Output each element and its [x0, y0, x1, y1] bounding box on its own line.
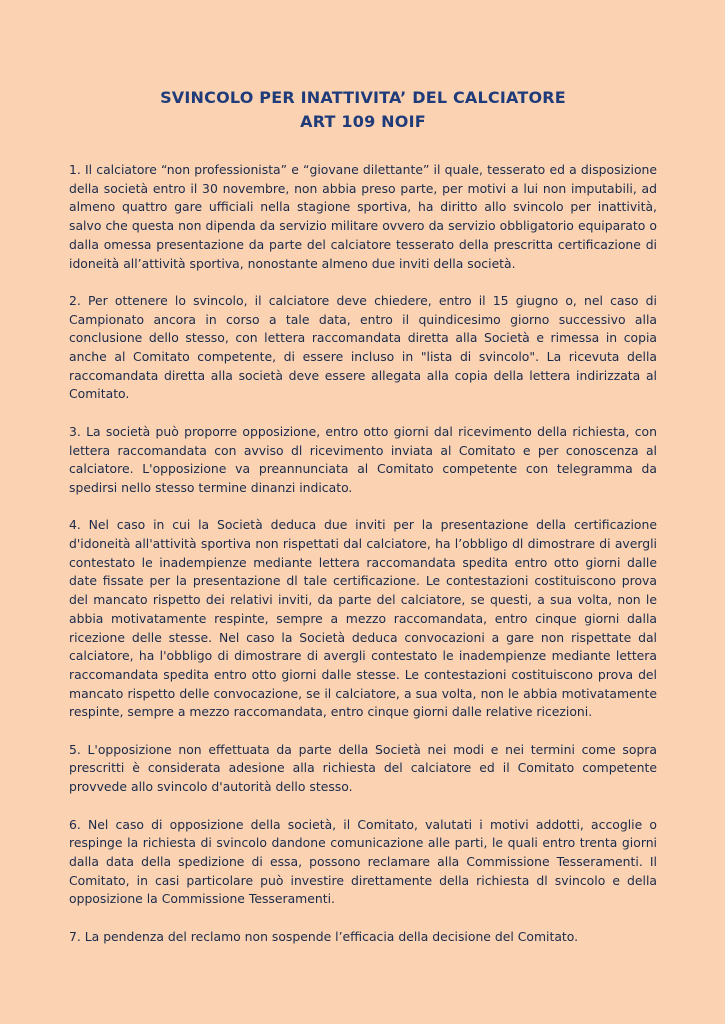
- title-line-2: ART 109 NOIF: [300, 112, 426, 131]
- paragraph-5: 5. L'opposizione non effettuata da parte della Società nei modi e nei termini come sopra prescritti è considerata adesione alla richiesta del calciatore ed il Comitato competente provvede allo svincolo d'autorità dello stesso.: [69, 741, 657, 795]
- paragraph-7: 7. La pendenza del reclamo non sospende l’efficacia della decisione del Comitato.: [69, 928, 579, 944]
- paragraph-4: 4. Nel caso in cui la Società deduca due inviti per la presentazione della certificazione d'idoneità all'attività sportiva non rispettati dal calciatore, ha l’obbligo dl dimostrare di avergli contestato le inadempienze mediante lettera raccomandata spedita entro otto giorni dalle date fissate per la presentazione dl tale certificazione. Le contestazioni costituiscono prova del mancato rispetto dei relativi inviti, da parte del calciatore, se questi, a sua volta, non le abbia motivatamente respinte, sempre a mezzo raccomandata, entro cinque giorni dalla ricezione delle stesse. Nel caso la Società deduca convocazioni a gare non rispettate dal calciatore, ha l'obbligo di dimostrare di avergli contestato le inadempienze mediante lettera raccomandata spedita entro otto giorni dalle stesse. Le contestazioni costituiscono prova del mancato rispetto delle convocazione, se il calciatore, a sua volta, non le abbia motivatamente respinte, sempre a mezzo raccomandata, entro cinque giorni dalle relative ricezioni.: [69, 517, 657, 720]
- title-line-1: SVINCOLO PER INATTIVITA’ DEL CALCIATORE: [160, 88, 566, 107]
- paragraph-2: 2. Per ottenere lo svincolo, il calciatore deve chiedere, entro il 15 giugno o, nel caso di Campionato ancora in corso a tale data, entro il quindicesimo giorno successivo alla conclusione dello stesso, con lettera raccomandata diretta alla Società e rimessa in copia anche al Comitato competente, di essere incluso in "lista di svincolo". La ricevuta della raccomandata diretta alla società deve essere allegata alla copia della lettera indirizzata al Comitato.: [69, 292, 657, 402]
- document-body: [69, 161, 657, 946]
- paragraph-3: 3. La società può proporre opposizione, entro otto giorni dal ricevimento della richiesta, con lettera raccomandata con avviso dl ricevimento inviata al Comitato e per conoscenza al calciatore. L'opposizione va preannunciata al Comitato competente con telegramma da spedirsi nello stesso termine dinanzi indicato.: [69, 423, 657, 495]
- document-title: [69, 86, 657, 134]
- document-page: [69, 86, 657, 965]
- paragraph-1: 1. Il calciatore “non professionista” e “giovane dilettante” il quale, tesserato ed a disposizione della società entro il 30 novembre, non abbia preso parte, per motivi a lui non imputabili, ad almeno quattro gare ufficiali nella stagione sportiva, ha diritto allo svincolo per inattività, salvo che questa non dipenda da servizio militare ovvero da servizio obbligatorio equiparato o dalla omessa presentazione da parte del calciatore tesserato della prescritta certificazione di idoneità all’attività sportiva, nonostante almeno due inviti della società.: [69, 162, 657, 271]
- paragraph-6: 6. Nel caso di opposizione della società, il Comitato, valutati i motivi addotti, accoglie o respinge la richiesta di svincolo dandone comunicazione alle parti, le quali entro trenta giorni dalla data della spedizione di essa, possono reclamare alla Commissione Tesseramenti. Il Comitato, in casi particolare può investire direttamente della richiesta dl svincolo e della opposizione la Commissione Tesseramenti.: [69, 816, 657, 907]
